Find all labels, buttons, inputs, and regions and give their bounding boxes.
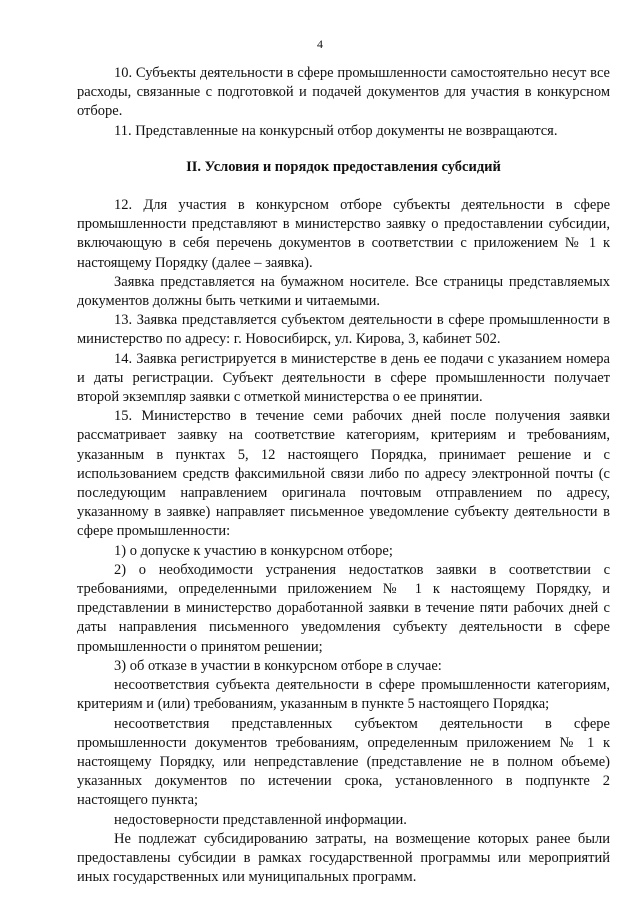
paragraph-12: 12. Для участия в конкурсном отборе субъекты деятельности в сфере промышленности представляют в министерство заявку о предоставлении субсидии, включающую в себя перечень документов в соответствии с приложением № 1 к настоящему Порядку (далее – заявка). bbox=[77, 197, 610, 271]
refusal-reason-3: недостоверности представленной информации. bbox=[114, 811, 407, 828]
refusal-reason-1: несоответствия субъекта деятельности в сфере промышленности категориям, критериям и (или) требованиям, указанным в пункте 5 настоящего Порядка; bbox=[77, 677, 610, 713]
paragraph-14: 14. Заявка регистрируется в министерстве в день ее подачи с указанием номера и даты регистрации. Субъект деятельности в сфере промышленности получает второй экземпляр заявки с отметкой министерства о ее принятии. bbox=[77, 350, 610, 406]
list-item-2: 2) о необходимости устранения недостатков заявки в соответствии с требованиями, определенными приложением № 1 к настоящему Порядку, и представлении в министерство доработанной заявки в течение пяти рабочих дней с даты направления письменного уведомления субъекту деятельности в сфере промышленности о принятом решении; bbox=[77, 561, 610, 655]
list-item-3: 3) об отказе в участии в конкурсном отборе в случае: bbox=[114, 657, 442, 674]
paragraph-12-paper: Заявка представляется на бумажном носителе. Все страницы представляемых документов должны быть четкими и читаемыми. bbox=[77, 273, 610, 310]
page-number: 4 bbox=[317, 37, 323, 51]
paragraph-11: 11. Представленные на конкурсный отбор документы не возвращаются. bbox=[114, 122, 558, 139]
list-item-1: 1) о допуске к участию в конкурсном отборе; bbox=[114, 542, 393, 559]
paragraph-15: 15. Министерство в течение семи рабочих дней после получения заявки рассматривает заявку на соответствие категориям, критериям и требованиям, указанным в пунктах 5, 12 настоящего Порядка, принимает решение и с использованием средств факсимильной связи либо по адресу электронной почты (с последующим направлением оригинала почтовым отправлением по адресу, указанному в заявке) направляет письменное уведомление субъекту деятельности в сфере промышленности: bbox=[77, 408, 610, 540]
section-heading: II. Условия и порядок предоставления субсидий bbox=[186, 158, 501, 175]
document-body bbox=[77, 64, 610, 887]
refusal-reason-2: несоответствия представленных субъектом деятельности в сфере промышленности документов требованиям, определенным приложением № 1 к настоящему Порядку, или непредставление (представление не в полном объеме) указанных документов по истечении срока, установленного в подпункте 2 настоящего пункта; bbox=[77, 715, 610, 809]
closing-paragraph: Не подлежат субсидированию затраты, на возмещение которых ранее были предоставлены субсидии в рамках государственной программы или мероприятий иных государственных или муниципальных программ. bbox=[77, 830, 610, 886]
paragraph-13: 13. Заявка представляется субъектом деятельности в сфере промышленности в министерство по адресу: г. Новосибирск, ул. Кирова, 3, кабинет 502. bbox=[77, 312, 610, 348]
paragraph-10: 10. Субъекты деятельности в сфере промышленности самостоятельно несут все расходы, связанные с подготовкой и подачей документов для участия в конкурсном отборе. bbox=[77, 65, 610, 120]
